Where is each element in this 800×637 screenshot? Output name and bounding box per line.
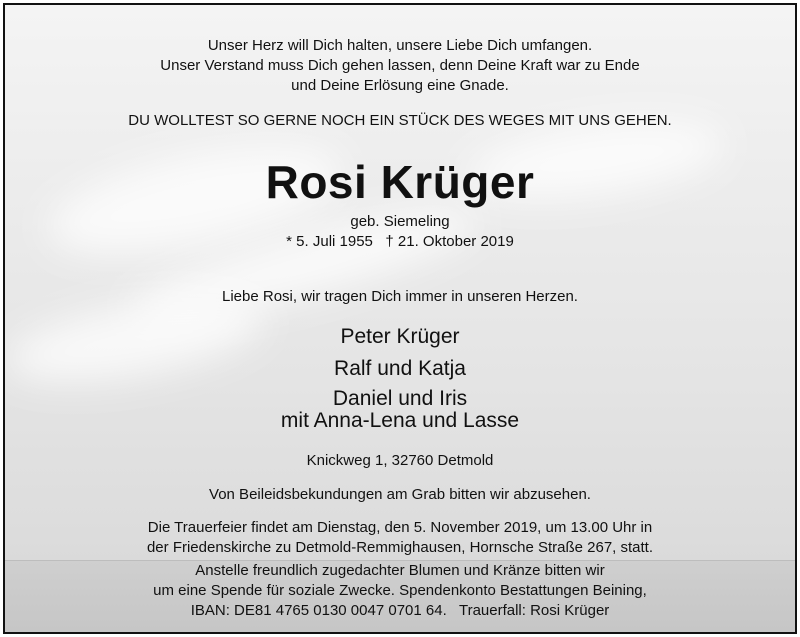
condolence-request: Von Beileidsbekundungen am Grab bitten wir abzusehen. (209, 486, 591, 503)
life-dates: * 5. Juli 1955 † 21. Oktober 2019 (286, 233, 514, 250)
mourner-name: mit Anna-Lena und Lasse (280, 409, 520, 432)
donation-info: um eine Spende für soziale Zwecke. Spendenkonto Bestattungen Beining, (153, 582, 647, 599)
donation-info: IBAN: DE81 4765 0130 0047 0701 64. Trauerfall: Rosi Krüger (190, 602, 610, 619)
mourner-address: Knickweg 1, 32760 Detmold (306, 452, 494, 469)
verse-line: Unser Verstand muss Dich gehen lassen, denn Deine Kraft war zu Ende (160, 57, 640, 74)
service-info: der Friedenskirche zu Detmold-Remmighausen, Hornsche Straße 267, statt. (146, 539, 654, 556)
dedication: Liebe Rosi, wir tragen Dich immer in unseren Herzen. (222, 288, 578, 305)
mourner-name: Daniel und Iris (332, 387, 468, 410)
verse-line: und Deine Erlösung eine Gnade. (291, 77, 509, 94)
deceased-name: Rosi Krüger (265, 156, 535, 208)
birth-name: geb. Siemeling (350, 213, 450, 230)
verse-line: Unser Herz will Dich halten, unsere Liebe Dich umfangen. (207, 37, 593, 54)
mourner-name: Ralf und Katja (334, 357, 466, 380)
motto: DU WOLLTEST SO GERNE NOCH EIN STÜCK DES WEGES MIT UNS GEHEN. (128, 112, 672, 129)
service-info: Die Trauerfeier findet am Dienstag, den 5. November 2019, um 13.00 Uhr in (147, 519, 653, 536)
obituary-notice (3, 3, 797, 634)
donation-info: Anstelle freundlich zugedachter Blumen und Kränze bitten wir (195, 562, 605, 579)
mourner-name: Peter Krüger (340, 325, 460, 348)
